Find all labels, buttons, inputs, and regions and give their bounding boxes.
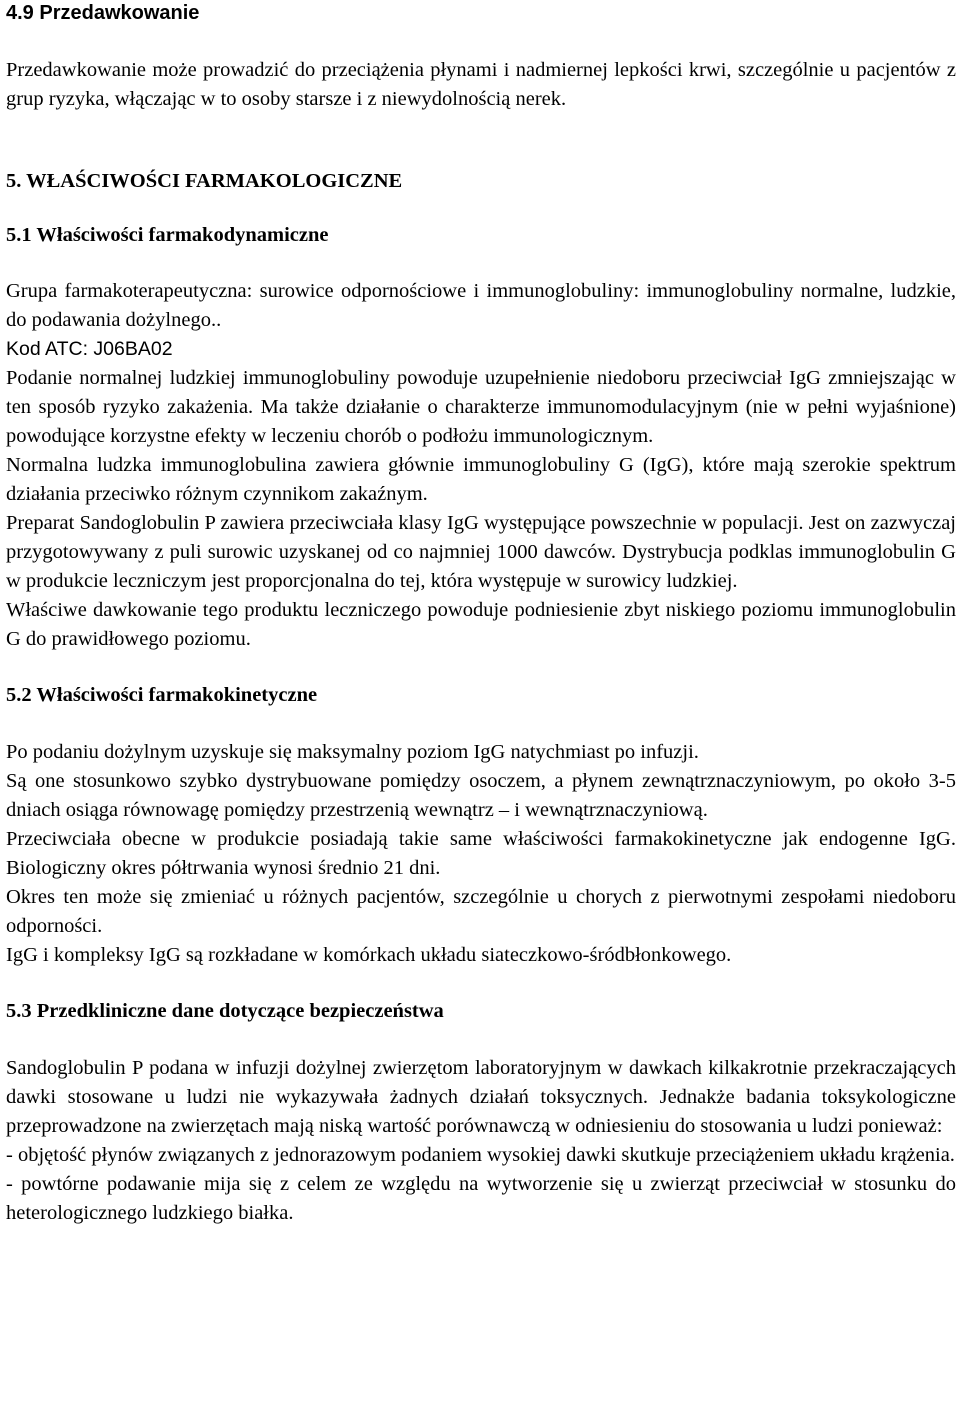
section-4-9-heading: 4.9 Przedawkowanie [6, 2, 200, 24]
atc-code: Kod ATC: J06BA02 [6, 338, 173, 360]
section-5-3-heading: 5.3 Przedkliniczne dane dotyczące bezpieczeństwa [6, 1000, 444, 1022]
paragraph: Normalna ludzka immunoglobulina zawiera głównie immunoglobuliny G (IgG), które mają szerokie spektrum działania przeciwko różnym czynnikom zakaźnym. [6, 454, 956, 505]
paragraph: Preparat Sandoglobulin P zawiera przeciwciała klasy IgG występujące powszechnie w populacji. Jest on zazwyczaj przygotowywany z puli surowic uzyskanej od co najmniej 1000 dawców. Dystrybucja podklas immunoglobulin G w produkcie leczniczym jest proporcjonalna do tej, która występuje w surowicy ludzkiej. [6, 512, 956, 592]
paragraph: Są one stosunkowo szybko dystrybuowane pomiędzy osoczem, a płynem zewnątrznaczyniowym, po około 3-5 dniach osiąga równowagę pomiędzy przestrzenią wewnątrz – i wewnątrznaczyniową. [6, 770, 956, 821]
paragraph: Właściwe dawkowanie tego produktu leczniczego powoduje podniesienie zbyt niskiego poziomu immunoglobulin G do prawidłowego poziomu. [6, 599, 956, 650]
document-page [6, 0, 956, 1228]
list-item: - powtórne podawanie mija się z celem ze względu na wytworzenie się u zwierząt przeciwciał w stosunku do heterologicznego ludzkiego białka. [6, 1173, 956, 1224]
paragraph: Okres ten może się zmieniać u różnych pacjentów, szczególnie u chorych z pierwotnymi zespołami niedoboru odporności. [6, 886, 956, 937]
section-5-1-heading: 5.1 Właściwości farmakodynamiczne [6, 224, 329, 246]
paragraph: IgG i kompleksy IgG są rozkładane w komórkach układu siateczkowo-śródbłonkowego. [6, 944, 732, 966]
section-4-9-text: Przedawkowanie może prowadzić do przeciążenia płynami i nadmiernej lepkości krwi, szczególnie u pacjentów z grup ryzyka, włączając w to osoby starsze i z niewydolnością nerek. [6, 59, 956, 110]
paragraph: Sandoglobulin P podana w infuzji dożylnej zwierzętom laboratoryjnym w dawkach kilkakrotnie przekraczających dawki stosowane u ludzi nie wykazywała żadnych działań toksycznych. Jednakże badania toksykologiczne przeprowadzone na zwierzętach mają niską wartość porównawczą w odniesieniu do stosowania u ludzi ponieważ: [6, 1057, 956, 1137]
paragraph: Podanie normalnej ludzkiej immunoglobuliny powoduje uzupełnienie niedoboru przeciwciał IgG zmniejszając w ten sposób ryzyko zakażenia. Ma także działanie o charakterze immunomodulacyjnym (nie w pełni wyjaśnione) powodujące korzystne efekty w leczeniu chorób o podłożu immunologicznym. [6, 367, 956, 447]
section-5-heading: 5. WŁAŚCIWOŚCI FARMAKOLOGICZNE [6, 170, 403, 192]
list-item: - objętość płynów związanych z jednorazowym podaniem wysokiej dawki skutkuje przeciążeniem układu krążenia. [6, 1144, 955, 1166]
pharmacotherapeutic-group: Grupa farmakoterapeutyczna: surowice odpornościowe i immunoglobuliny: immunoglobuliny normalne, ludzkie, do podawania dożylnego.. [6, 280, 956, 331]
section-5-2-heading: 5.2 Właściwości farmakokinetyczne [6, 684, 318, 706]
paragraph: Przeciwciała obecne w produkcie posiadają takie same właściwości farmakokinetyczne jak endogenne IgG. Biologiczny okres półtrwania wynosi średnio 21 dni. [6, 828, 956, 879]
paragraph: Po podaniu dożylnym uzyskuje się maksymalny poziom IgG natychmiast po infuzji. [6, 741, 699, 763]
